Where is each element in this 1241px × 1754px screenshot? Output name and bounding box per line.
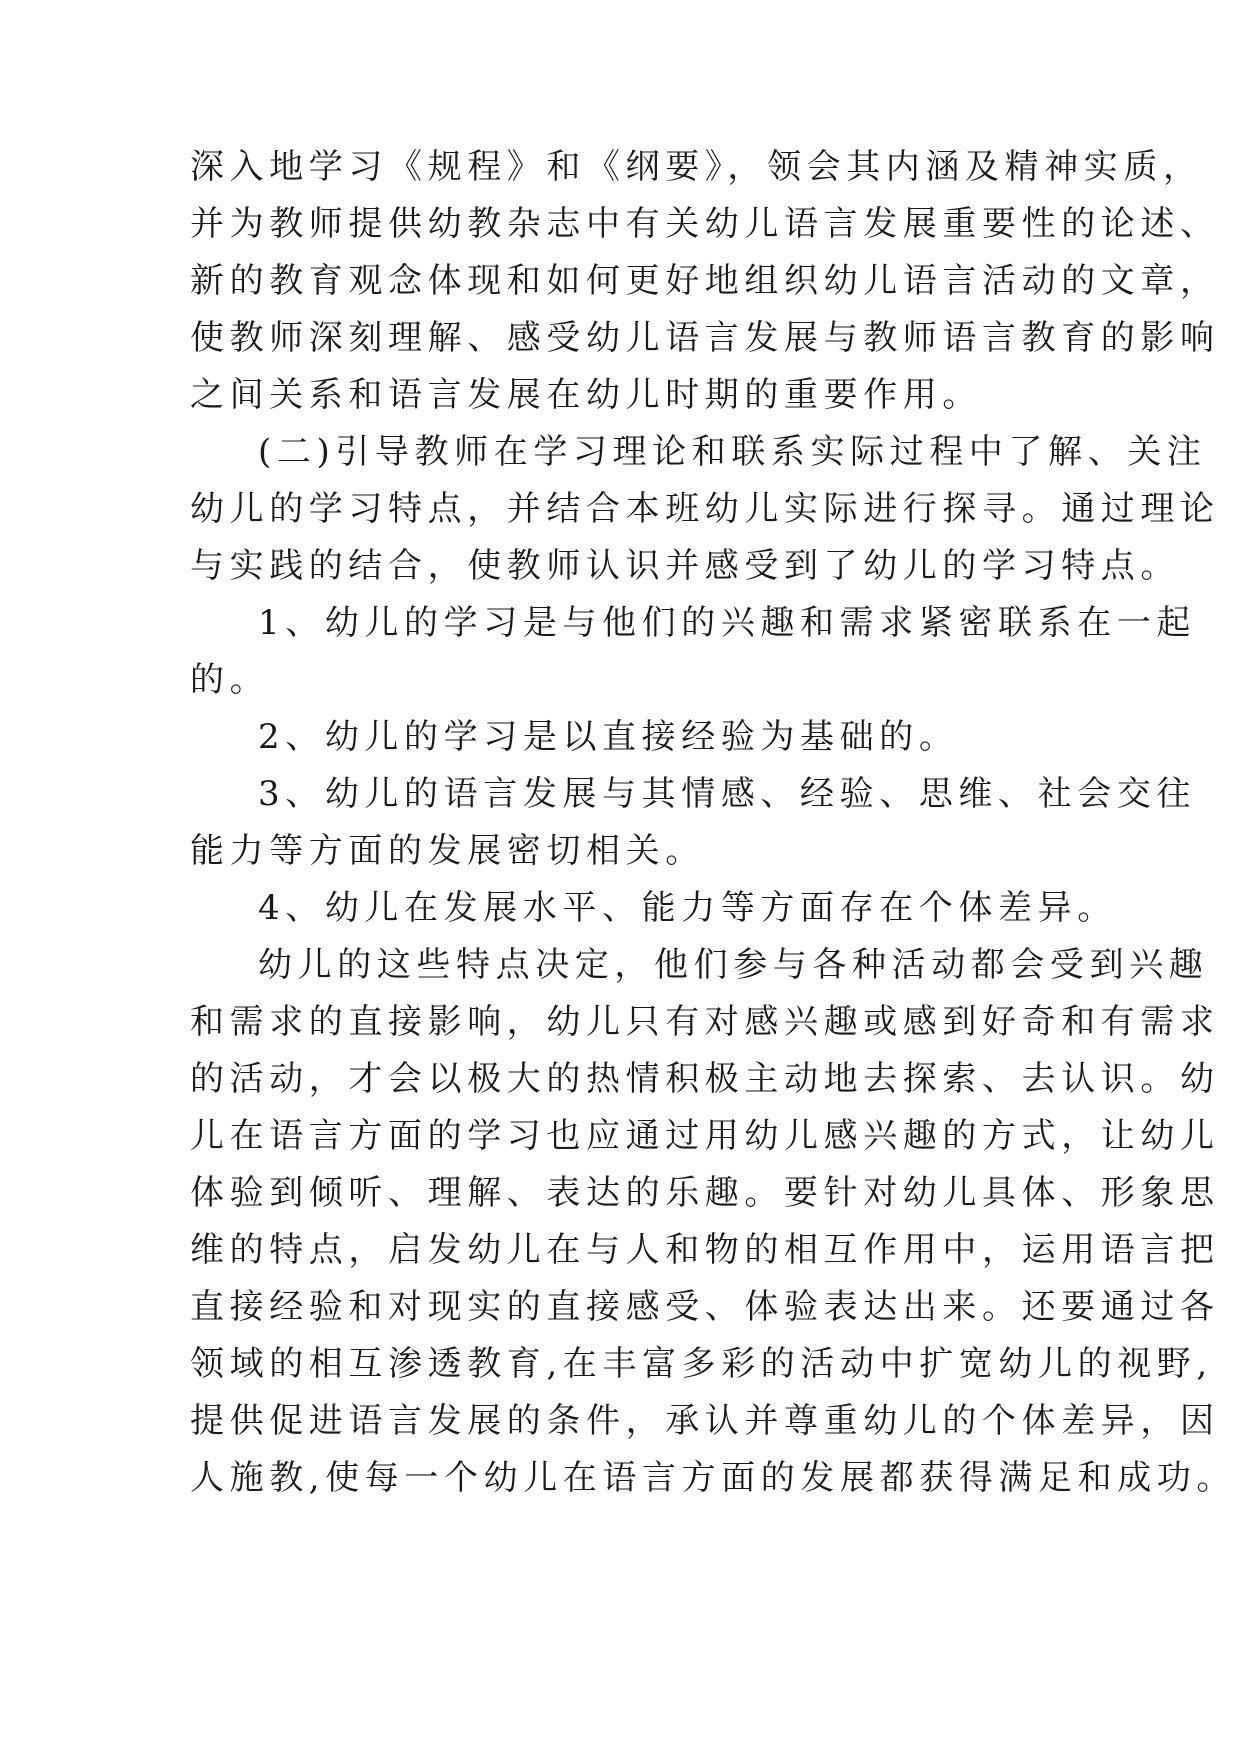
text-line: 之间关系和语言发展在幼儿时期的重要作用。 [190,375,982,415]
text-line: 人施教,使每一个幼儿在语言方面的发展都获得满足和成功。 [190,1458,1237,1498]
text-line: 4、幼儿在发展水平、能力等方面存在个体差异。 [258,888,1117,928]
text-line: 使教师深刻理解、感受幼儿语言发展与教师语言教育的影响 [190,318,1220,358]
text-line: 提供促进语言发展的条件，承认并尊重幼儿的个体差异，因 [190,1401,1220,1441]
text-line: 幼儿的学习特点，并结合本班幼儿实际进行探寻。通过理论 [190,489,1220,529]
text-line: 2、幼儿的学习是以直接经验为基础的。 [258,717,959,757]
text-line: 幼儿的这些特点决定，他们参与各种活动都会受到兴趣 [258,945,1209,985]
text-line: (二)引导教师在学习理论和联系实际过程中了解、关注 [258,432,1207,472]
text-line: 和需求的直接影响，幼儿只有对感兴趣或感到好奇和有需求 [190,1002,1220,1042]
text-line: 并为教师提供幼教杂志中有关幼儿语言发展重要性的论述、 [190,204,1220,244]
text-line: 维的特点，启发幼儿在与人和物的相互作用中，运用语言把 [190,1230,1220,1270]
text-line: 与实践的结合，使教师认识并感受到了幼儿的学习特点。 [190,546,1180,586]
text-line: 领域的相互渗透教育,在丰富多彩的活动中扩宽幼儿的视野, [190,1344,1213,1384]
text-line: 儿在语言方面的学习也应通过用幼儿感兴趣的方式，让幼儿 [190,1116,1220,1156]
text-line: 的活动，才会以极大的热情积极主动地去探索、去认识。幼 [190,1059,1220,1099]
text-line: 直接经验和对现实的直接感受、体验表达出来。还要通过各 [190,1287,1220,1327]
text-line: 的。 [190,660,270,700]
text-line: 1、幼儿的学习是与他们的兴趣和需求紧密联系在一起 [258,603,1197,643]
text-line: 3、幼儿的语言发展与其情感、经验、思维、社会交往 [258,774,1197,814]
text-line: 深入地学习《规程》和《纲要》，领会其内涵及精神实质， [190,147,1203,187]
text-line: 新的教育观念体现和如何更好地组织幼儿语言活动的文章， [190,261,1220,301]
text-line: 体验到倾听、理解、表达的乐趣。要针对幼儿具体、形象思 [190,1173,1220,1213]
text-line: 能力等方面的发展密切相关。 [190,831,705,871]
